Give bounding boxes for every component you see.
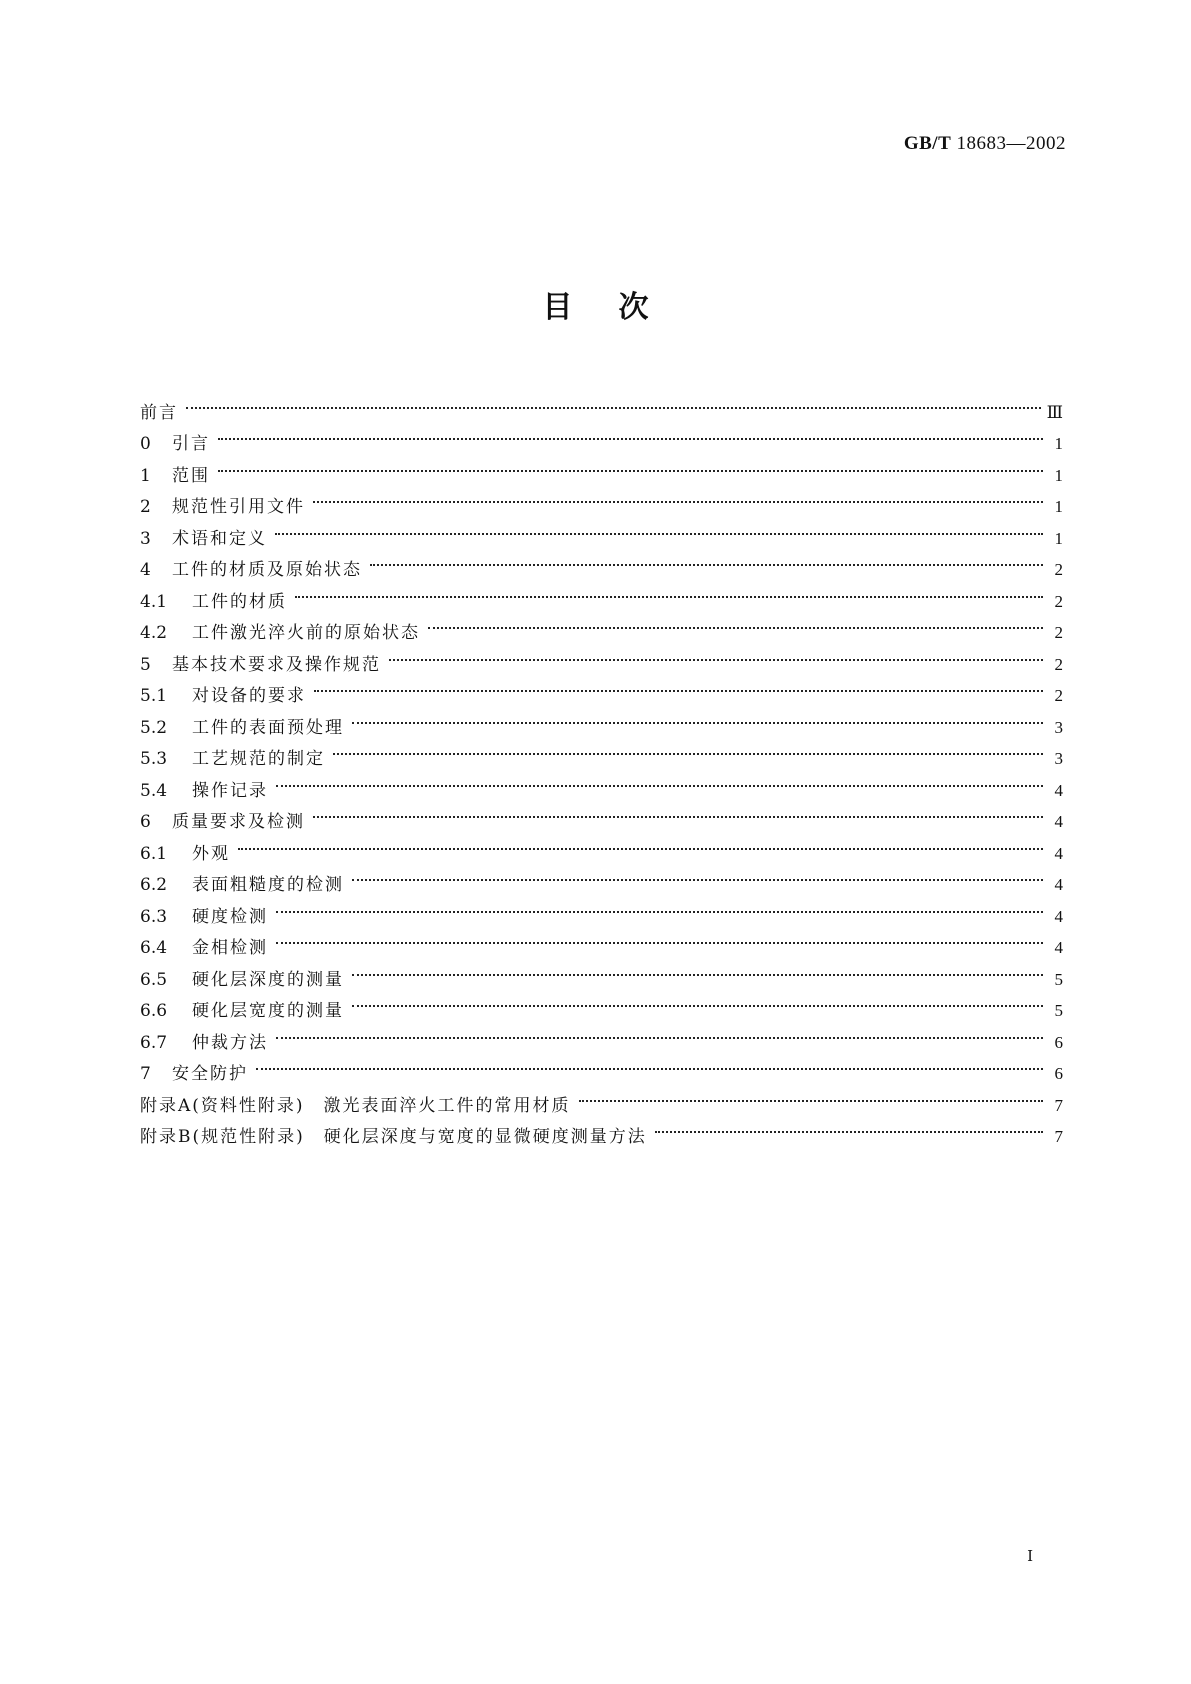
- toc-entry[interactable]: [140, 418, 1063, 454]
- dot-leader: [276, 764, 1043, 796]
- toc-entry[interactable]: [140, 1079, 1063, 1116]
- dot-leader: [295, 575, 1043, 607]
- toc-entry-page: 2: [1054, 654, 1063, 674]
- dot-leader: [275, 512, 1043, 544]
- toc-entry-page: 4: [1054, 780, 1063, 800]
- toc-entry-label: 安全防护: [172, 1064, 248, 1084]
- toc-entry[interactable]: [140, 1048, 1063, 1084]
- toc-entry-number: 4: [140, 560, 151, 580]
- toc-entry[interactable]: [140, 449, 1063, 486]
- dot-leader: [256, 1048, 1043, 1080]
- toc-entry-number: 6.1: [140, 843, 168, 864]
- toc-entry-page: 2: [1054, 591, 1063, 611]
- dot-leader: [352, 985, 1043, 1017]
- standard-code-prefix: GB/T: [903, 133, 952, 154]
- toc-entry-page: Ⅲ: [1046, 402, 1063, 422]
- toc-entry-page: 2: [1054, 686, 1063, 705]
- toc-entry[interactable]: [140, 890, 1063, 927]
- toc-entry-label: 外观: [192, 843, 230, 864]
- toc-entry-number: 6: [140, 812, 151, 832]
- toc-entry[interactable]: [140, 796, 1063, 832]
- toc-entry-page: 4: [1054, 843, 1063, 863]
- dot-leader: [313, 481, 1043, 513]
- toc-entry-number: 5: [140, 654, 151, 675]
- toc-entry-number: 7: [140, 1064, 151, 1084]
- toc-entry-number: 1: [140, 465, 151, 486]
- toc-entry-page: 4: [1054, 906, 1063, 926]
- toc-entry-number: 5.2: [140, 717, 168, 738]
- toc-entry-number: 6.6: [140, 1001, 168, 1021]
- toc-entry-label: 金相检测: [192, 938, 268, 958]
- toc-entry-page: 1: [1054, 465, 1063, 485]
- dot-leader: [428, 607, 1043, 639]
- dot-leader: [352, 701, 1043, 733]
- toc-entry-label: 引言: [172, 434, 210, 454]
- dot-leader: [218, 449, 1043, 481]
- toc-entry-number: 6.4: [140, 938, 168, 958]
- toc-entry-page: 1: [1054, 434, 1063, 453]
- table-of-contents: [140, 386, 1063, 1147]
- toc-entry-page: 2: [1054, 623, 1063, 642]
- toc-entry-page: 1: [1054, 528, 1063, 548]
- toc-entry-page: 5: [1054, 1001, 1063, 1020]
- toc-entry-page: 4: [1054, 812, 1063, 831]
- toc-entry[interactable]: [140, 922, 1063, 958]
- standard-code: [904, 133, 1066, 155]
- toc-entry-number: 5.4: [140, 780, 168, 801]
- toc-entry-page: 5: [1054, 969, 1063, 989]
- toc-entry[interactable]: [140, 512, 1063, 549]
- toc-entry[interactable]: [140, 481, 1063, 517]
- toc-entry-number: 6.3: [140, 906, 168, 927]
- toc-entry-number: 6.5: [140, 969, 168, 990]
- toc-entry-number: 0: [140, 434, 151, 454]
- toc-entry-label: 硬化层深度的测量: [192, 969, 344, 990]
- toc-entry-number: 4.1: [140, 591, 168, 612]
- toc-entry-label: 术语和定义: [172, 528, 267, 549]
- toc-entry-label: 范围: [172, 465, 210, 486]
- toc-entry-number: 6.2: [140, 875, 168, 895]
- toc-entry-number: 4.2: [140, 623, 168, 643]
- toc-entry-label: 前言: [140, 402, 178, 423]
- dot-leader: [238, 827, 1043, 859]
- toc-entry-number: 5.1: [140, 686, 168, 706]
- toc-entry[interactable]: [140, 386, 1063, 423]
- dot-leader: [389, 638, 1043, 670]
- toc-entry-label: 工艺规范的制定: [192, 749, 325, 769]
- toc-entry-label: 硬度检测: [192, 906, 268, 927]
- toc-entry-label: 仲裁方法: [192, 1032, 268, 1053]
- toc-entry[interactable]: [140, 764, 1063, 801]
- toc-entry-label: 操作记录: [192, 780, 268, 801]
- dot-leader: [333, 733, 1043, 765]
- toc-entry-page: 6: [1054, 1032, 1063, 1052]
- toc-entry[interactable]: [140, 859, 1063, 895]
- toc-entry[interactable]: [140, 544, 1063, 580]
- dot-leader: [352, 953, 1043, 985]
- dot-leader: [276, 922, 1043, 954]
- toc-entry-label: 硬化层宽度的测量: [192, 1001, 344, 1021]
- toc-entry-label: 基本技术要求及操作规范: [172, 654, 381, 675]
- toc-entry[interactable]: [140, 1016, 1063, 1053]
- toc-entry-label: 规范性引用文件: [172, 497, 305, 517]
- dot-leader: [186, 386, 1041, 418]
- toc-entry-label: 工件激光淬火前的原始状态: [192, 623, 420, 643]
- toc-entry-label: 质量要求及检测: [172, 812, 305, 832]
- toc-entry-page: 3: [1054, 717, 1063, 737]
- toc-entry-label: 工件的材质及原始状态: [172, 560, 362, 580]
- toc-entry-page: 3: [1054, 749, 1063, 768]
- toc-entry-number: 2: [140, 497, 151, 517]
- dot-leader: [276, 1016, 1043, 1048]
- toc-entry-label: 工件的材质: [192, 591, 287, 612]
- page-number: Ⅰ: [1027, 1549, 1033, 1565]
- toc-entry-label: 表面粗糙度的检测: [192, 875, 344, 895]
- dot-leader: [218, 418, 1043, 450]
- dot-leader: [370, 544, 1043, 576]
- toc-entry-label: 附录B(规范性附录) 硬化层深度与宽度的显微硬度测量方法: [140, 1127, 647, 1147]
- toc-entry[interactable]: [140, 827, 1063, 864]
- page-title: 目次: [542, 290, 695, 325]
- toc-entry-page: 4: [1054, 875, 1063, 894]
- dot-leader: [313, 796, 1043, 828]
- toc-entry-page: 6: [1054, 1064, 1063, 1083]
- toc-entry-number: 6.7: [140, 1032, 168, 1053]
- toc-entry-page: 4: [1054, 938, 1063, 957]
- dot-leader: [314, 670, 1043, 702]
- toc-entry-number: 3: [140, 528, 151, 549]
- dot-leader: [276, 890, 1043, 922]
- standard-code-number: 18683—2002: [951, 133, 1066, 154]
- toc-entry[interactable]: [140, 953, 1063, 990]
- dot-leader: [352, 859, 1043, 891]
- toc-entry-label: 对设备的要求: [192, 686, 306, 706]
- dot-leader: [655, 1111, 1043, 1143]
- toc-entry-number: 5.3: [140, 749, 168, 769]
- toc-entry-page: 7: [1054, 1127, 1063, 1146]
- toc-entry-page: 7: [1054, 1095, 1063, 1115]
- toc-entry-page: 1: [1054, 497, 1063, 516]
- toc-entry-label: 工件的表面预处理: [192, 717, 344, 738]
- toc-entry-label: 附录A(资料性附录) 激光表面淬火工件的常用材质: [140, 1095, 571, 1116]
- dot-leader: [579, 1079, 1043, 1111]
- toc-entry-page: 2: [1054, 560, 1063, 579]
